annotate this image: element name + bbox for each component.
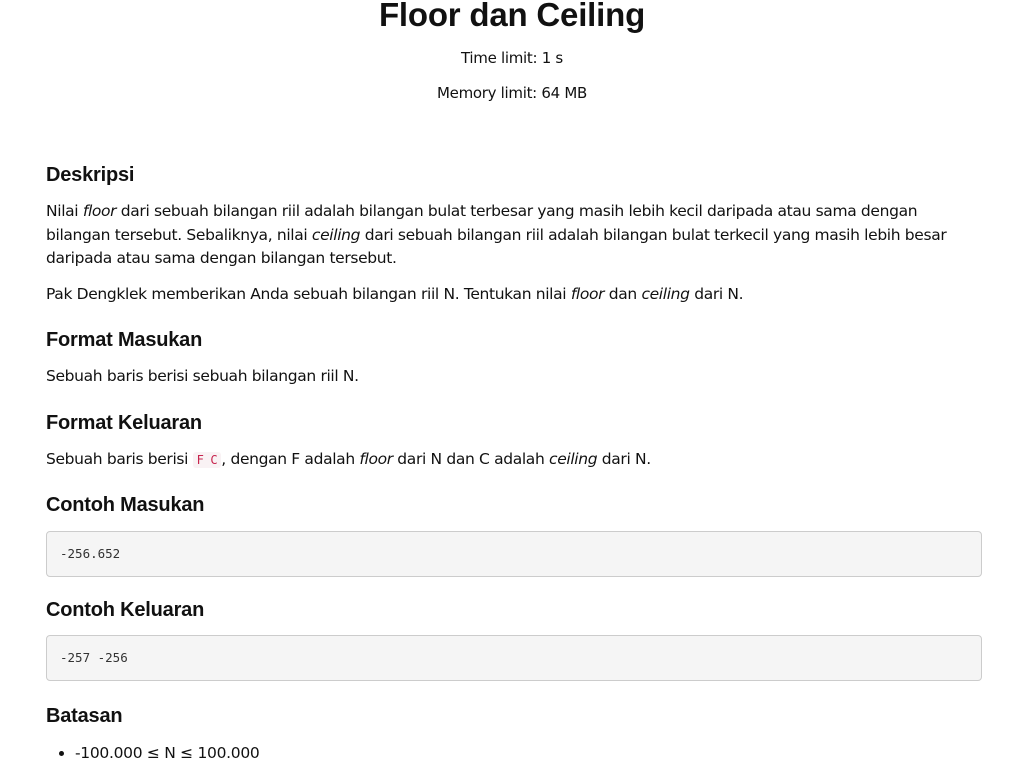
sample-output-box[interactable] — [46, 635, 982, 681]
sample-input-heading: Contoh Masukan — [46, 494, 205, 516]
term-ceiling: ceiling — [641, 285, 690, 303]
term-floor: floor — [359, 450, 393, 468]
inline-code-f-c: F C — [193, 452, 222, 468]
sample-input-content: -256.652 — [60, 546, 121, 561]
memory-limit: Memory limit: 64 MB — [437, 84, 587, 102]
time-limit: Time limit: 1 s — [461, 49, 563, 67]
term-ceiling: ceiling — [549, 450, 598, 468]
description-paragraph-1: Nilai floor dari sebuah bilangan riil adalah bilangan bulat terbesar yang masih lebih kecil daripada atau sama dengan bilangan tersebut. Sebaliknya, nilai ceiling dari sebuah bilangan riil adalah bilangan bulat terkecil yang masih lebih besar daripada atau sama dengan bilangan tersebut. — [46, 202, 947, 267]
constraints-heading: Batasan — [46, 705, 123, 727]
sample-output-content: -257 -256 — [60, 650, 128, 665]
constraint-item: • -100.000 ≤ N ≤ 100.000 — [75, 742, 259, 765]
output-format-heading: Format Keluaran — [46, 412, 202, 434]
term-floor: floor — [570, 285, 605, 303]
constraints-list — [46, 742, 259, 765]
sample-input-box[interactable] — [46, 531, 982, 577]
input-format-heading: Format Masukan — [46, 329, 203, 351]
input-format-text: Sebuah baris berisi sebuah bilangan riil N. — [46, 367, 359, 385]
problem-title: Floor dan Ceiling — [378, 0, 646, 33]
description-paragraph-2: Pak Dengklek memberikan Anda sebuah bilangan riil N. Tentukan nilai floor dan ceiling dari N. — [46, 285, 744, 303]
output-format-text: Sebuah baris berisi F C , dengan F adalah floor dari N dan C adalah ceiling dari N. — [46, 450, 651, 468]
description-heading: Deskripsi — [46, 164, 135, 186]
term-floor: floor — [82, 202, 117, 220]
sample-output-heading: Contoh Keluaran — [46, 599, 205, 621]
term-ceiling: ceiling — [311, 225, 361, 244]
